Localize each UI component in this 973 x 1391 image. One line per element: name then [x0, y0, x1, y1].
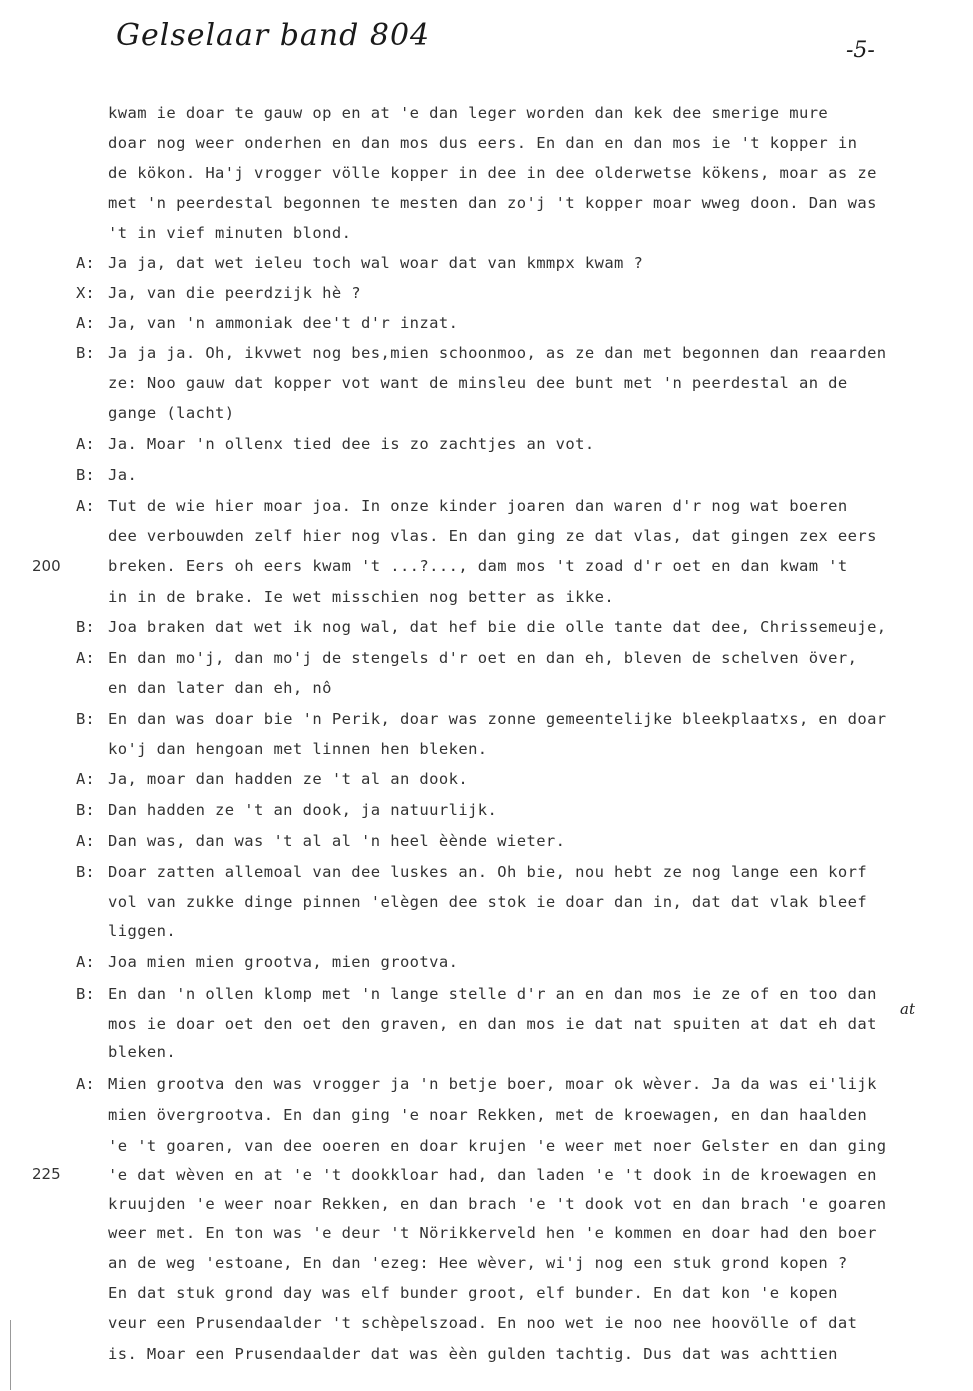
speaker-label: B:: [76, 863, 95, 881]
transcript-line: en dan later dan eh, nô: [108, 679, 332, 697]
transcript-line: Ja, van die peerdzijk hè ?: [108, 284, 362, 302]
transcript-line: Ja ja, dat wet ieleu toch wal woar dat van kmmpx kwam ?: [108, 254, 644, 272]
transcript-line: Mien grootva den was vrogger ja 'n betje boer, moar ok wèver. Ja da was ei'lijk: [108, 1075, 877, 1093]
transcript-line: 't in vief minuten blond.: [108, 224, 352, 242]
speaker-label: A:: [76, 770, 95, 788]
transcript-line: liggen.: [108, 922, 177, 940]
transcript-line: En dan 'n ollen klomp met 'n lange stelle d'r an en dan mos ie ze of en too dan: [108, 985, 877, 1003]
transcript-line: mien övergrootva. En dan ging 'e noar Rekken, met de kroewagen, en dan haalden: [108, 1106, 868, 1124]
transcript-line: Ja.: [108, 466, 138, 484]
transcript-line: met 'n peerdestal begonnen te mesten dan zo'j 't kopper moar wweg doon. Dan was: [108, 194, 877, 212]
transcript-line: ko'j dan hengoan met linnen hen bleken.: [108, 740, 488, 758]
transcript-line: an de weg 'estoane, En dan 'ezeg: Hee wèver, wi'j nog een stuk grond kopen ?: [108, 1254, 848, 1272]
transcript-line: ze: Noo gauw dat kopper vot want de minsleu dee bunt met 'n peerdestal an de: [108, 374, 848, 392]
page-edge-mark: [10, 1320, 11, 1390]
speaker-label: A:: [76, 314, 95, 332]
transcript-line: vol van zukke dinge pinnen 'elègen dee stok ie doar dan in, dat dat vlak bleef: [108, 893, 868, 911]
speaker-label: A:: [76, 649, 95, 667]
margin-line-number: 200: [32, 557, 61, 575]
transcript-line: gange (lacht): [108, 404, 235, 422]
transcript-line: bleken.: [108, 1043, 177, 1061]
margin-line-number: 225: [32, 1165, 61, 1183]
transcript-line: Joa braken dat wet ik nog wal, dat hef bie die olle tante dat dee, Chrissemeuje,: [108, 618, 887, 636]
speaker-label: B:: [76, 985, 95, 1003]
speaker-label: B:: [76, 710, 95, 728]
transcript-line: Ja, moar dan hadden ze 't al an dook.: [108, 770, 469, 788]
speaker-label: A:: [76, 435, 95, 453]
transcript-line: En dat stuk grond day was elf bunder groot, elf bunder. En dat kon 'e kopen: [108, 1284, 838, 1302]
transcript-line: En dan was doar bie 'n Perik, doar was zonne gemeentelijke bleekplaatxs, en doar: [108, 710, 887, 728]
transcript-line: doar nog weer onderhen en dan mos dus eers. En dan en dan mos ie 't kopper in: [108, 134, 858, 152]
transcript-line: dee verbouwden zelf hier nog vlas. En dan ging ze dat vlas, dat gingen zex eers: [108, 527, 877, 545]
speaker-label: B:: [76, 618, 95, 636]
transcript-line: 'e dat wèven en at 'e 't dookkloar had, dan laden 'e 't dook in de kroewagen en: [108, 1166, 877, 1184]
transcript-line: Tut de wie hier moar joa. In onze kinder joaren dan waren d'r nog wat boeren: [108, 497, 848, 515]
transcript-line: weer met. En ton was 'e deur 't Nörikkerveld hen 'e kommen en doar had den boer: [108, 1224, 877, 1242]
transcript-line: Ja ja ja. Oh, ikvwet nog bes,mien schoonmoo, as ze dan met begonnen dan reaarden: [108, 344, 887, 362]
speaker-label: A:: [76, 497, 95, 515]
page-number: -5-: [846, 38, 875, 63]
speaker-label: A:: [76, 1075, 95, 1093]
transcript-line: En dan mo'j, dan mo'j de stengels d'r oet en dan eh, bleven de schelven över,: [108, 649, 858, 667]
transcript-line: kruujden 'e weer noar Rekken, en dan brach 'e 't dook vot en dan brach 'e goaren: [108, 1195, 887, 1213]
speaker-label: B:: [76, 344, 95, 362]
transcript-line: mos ie doar oet den oet den graven, en dan mos ie dat nat spuiten at dat eh dat: [108, 1015, 877, 1033]
speaker-label: A:: [76, 832, 95, 850]
transcript-line: veur een Prusendaalder 't schèpelszoad. En noo wet ie noo nee hoovölle of dat: [108, 1314, 858, 1332]
transcript-line: in in de brake. Ie wet misschien nog better as ikke.: [108, 588, 615, 606]
transcript-line: kwam ie doar te gauw op en at 'e dan leger worden dan kek dee smerige mure: [108, 104, 829, 122]
transcript-line: Ja. Moar 'n ollenx tied dee is zo zachtjes an vot.: [108, 435, 595, 453]
transcript-line: Ja, van 'n ammoniak dee't d'r inzat.: [108, 314, 459, 332]
speaker-label: B:: [76, 801, 95, 819]
speaker-label: X:: [76, 284, 95, 302]
transcript-line: 'e 't goaren, van dee ooeren en doar krujen 'e weer met noer Gelster en dan ging: [108, 1137, 887, 1155]
interlinear-annotation: at: [900, 1000, 915, 1018]
transcript-line: is. Moar een Prusendaalder dat was èèn gulden tachtig. Dus dat was achttien: [108, 1345, 838, 1363]
transcript-line: Dan hadden ze 't an dook, ja natuurlijk.: [108, 801, 498, 819]
transcript-line: de kökon. Ha'j vrogger völle kopper in dee in dee olderwetse kökens, moar as ze: [108, 164, 877, 182]
transcript-line: Joa mien mien grootva, mien grootva.: [108, 953, 459, 971]
speaker-label: A:: [76, 953, 95, 971]
speaker-label: A:: [76, 254, 95, 272]
transcript-line: Doar zatten allemoal van dee luskes an. Oh bie, nou hebt ze nog lange een korf: [108, 863, 868, 881]
transcript-line: breken. Eers oh eers kwam 't ...?..., dam mos 't zoad d'r oet en dan kwam 't: [108, 557, 848, 575]
speaker-label: B:: [76, 466, 95, 484]
transcript-line: Dan was, dan was 't al al 'n heel èènde wieter.: [108, 832, 566, 850]
handwritten-title: Gelselaar band 804: [116, 18, 431, 53]
